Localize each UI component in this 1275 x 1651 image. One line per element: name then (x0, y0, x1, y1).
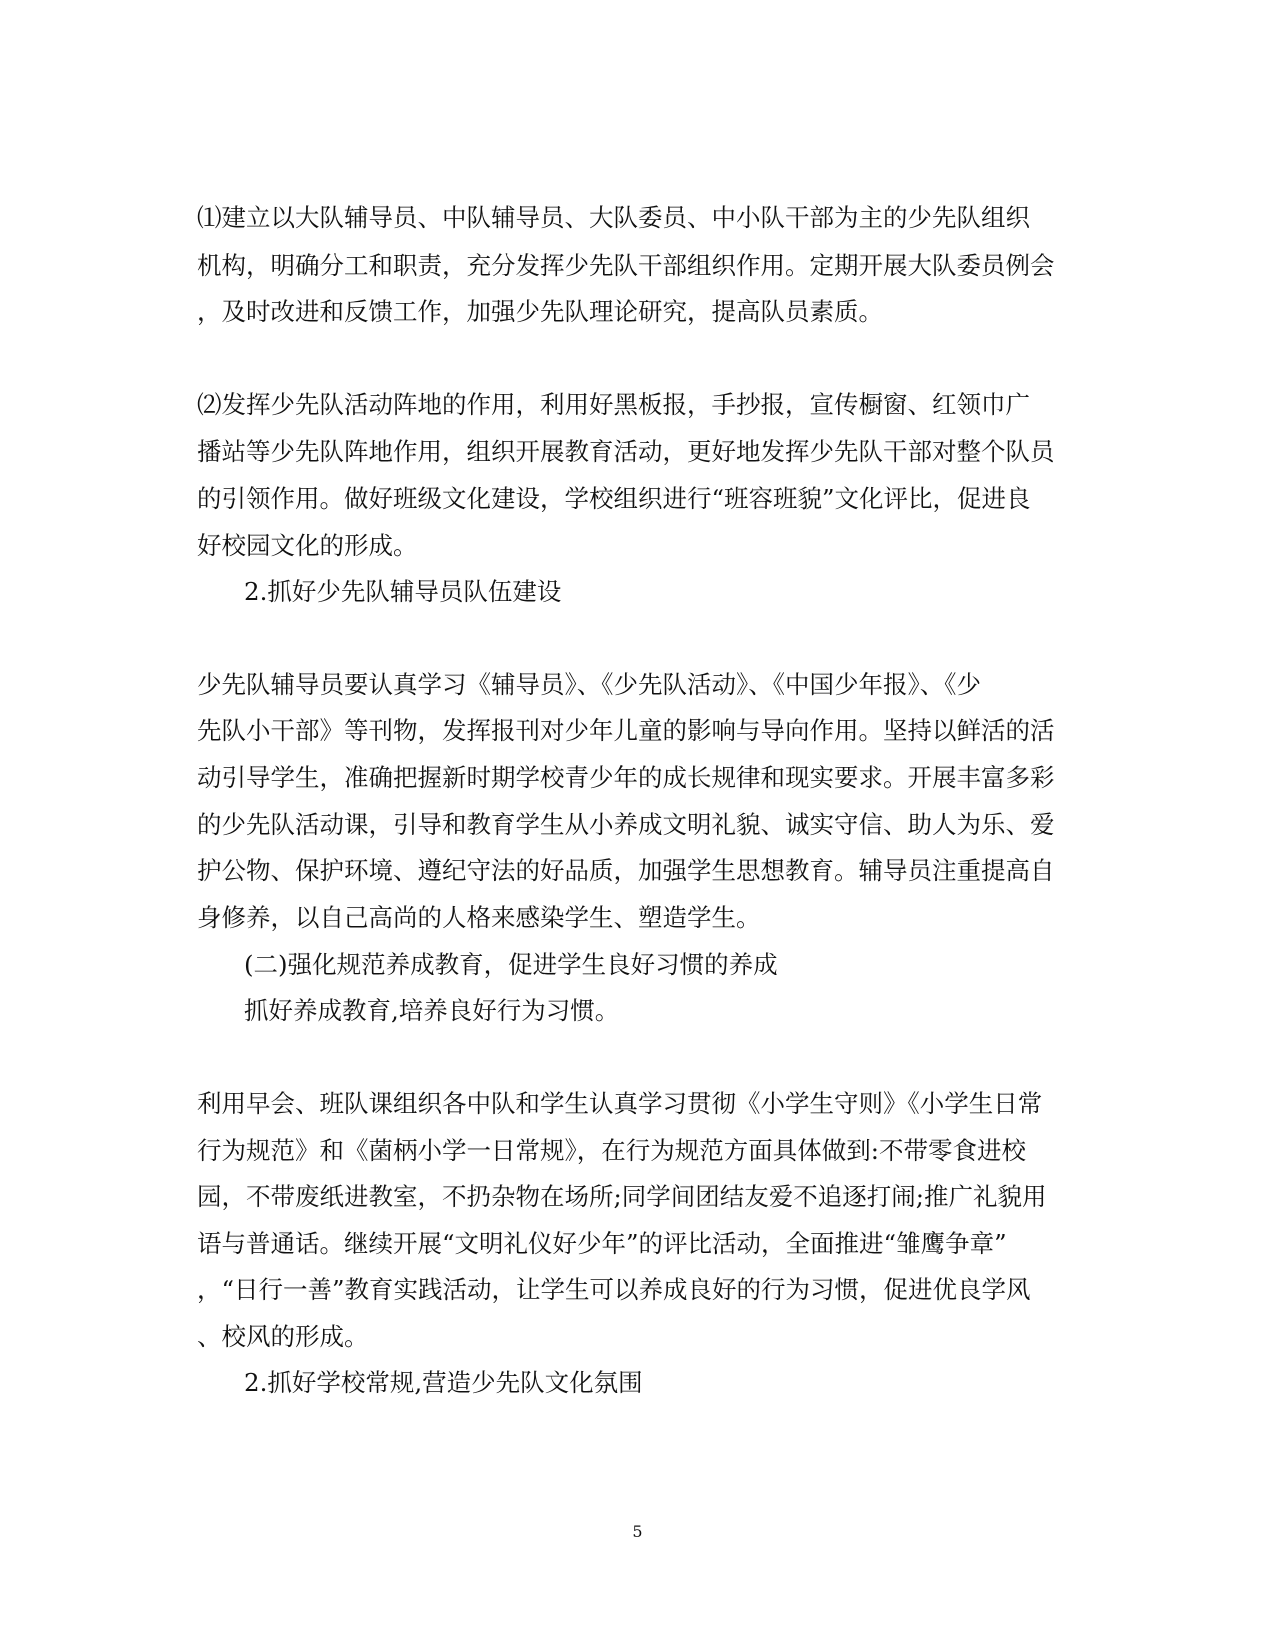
section-heading: (二)强化规范养成教育，促进学生良好习惯的养成 (244, 950, 778, 979)
paragraph-line: 利用早会、班队课组织各中队和学生认真学习贯彻《小学生守则》《小学生日常 (197, 1089, 1043, 1118)
paragraph-line: 行为规范》和《菌柄小学一日常规》，在行为规范方面具体做到:不带零食进校 (197, 1136, 1027, 1165)
paragraph-line: 播站等少先队阵地作用，组织开展教育活动，更好地发挥少先队干部对整个队员 (197, 437, 1055, 466)
section-heading: 2.抓好少先队辅导员队伍建设 (244, 577, 562, 606)
paragraph-line: 语与普通话。继续开展“文明礼仪好少年”的评比活动，全面推进“雏鹰争章” (197, 1229, 1007, 1258)
paragraph-line: 的引领作用。做好班级文化建设，学校组织进行“班容班貌”文化评比，促进良 (197, 484, 1031, 513)
paragraph-line: 动引导学生，准确把握新时期学校青少年的成长规律和现实要求。开展丰富多彩 (197, 763, 1055, 792)
paragraph-line: 机构，明确分工和职责，充分发挥少先队干部组织作用。定期开展大队委员例会 (197, 251, 1055, 280)
paragraph-line: ，及时改进和反馈工作，加强少先队理论研究，提高队员素质。 (197, 297, 883, 326)
paragraph-line: 身修养，以自己高尚的人格来感染学生、塑造学生。 (197, 903, 761, 932)
section-heading: 抓好养成教育,培养良好行为习惯。 (244, 996, 620, 1025)
paragraph-line: 园，不带废纸进教室，不扔杂物在场所;同学间团结友爱不追逐打闹;推广礼貌用 (197, 1182, 1047, 1211)
paragraph-line: 的少先队活动课，引导和教育学生从小养成文明礼貌、诚实守信、助人为乐、爱 (197, 810, 1055, 839)
paragraph-line: 少先队辅导员要认真学习《辅导员》、《少先队活动》、《中国少年报》、《少 (197, 670, 981, 699)
paragraph-line: 好校园文化的形成。 (197, 531, 418, 560)
paragraph-line: 护公物、保护环境、遵纪守法的好品质，加强学生思想教育。辅导员注重提高自 (197, 856, 1055, 885)
paragraph-line: 、校风的形成。 (197, 1322, 369, 1351)
page-number: 5 (632, 1522, 643, 1541)
paragraph-line: ⑴建立以大队辅导员、中队辅导员、大队委员、中小队干部为主的少先队组织 (197, 203, 1030, 232)
paragraph-line: ⑵发挥少先队活动阵地的作用，利用好黑板报，手抄报，宣传橱窗、红领巾广 (197, 390, 1030, 419)
paragraph-line: ，“日行一善”教育实践活动，让学生可以养成良好的行为习惯，促进优良学风 (197, 1275, 1031, 1304)
section-heading: 2.抓好学校常规,营造少先队文化氛围 (244, 1368, 643, 1397)
paragraph-line: 先队小干部》等刊物，发挥报刊对少年儿童的影响与导向作用。坚持以鲜活的活 (197, 716, 1055, 745)
